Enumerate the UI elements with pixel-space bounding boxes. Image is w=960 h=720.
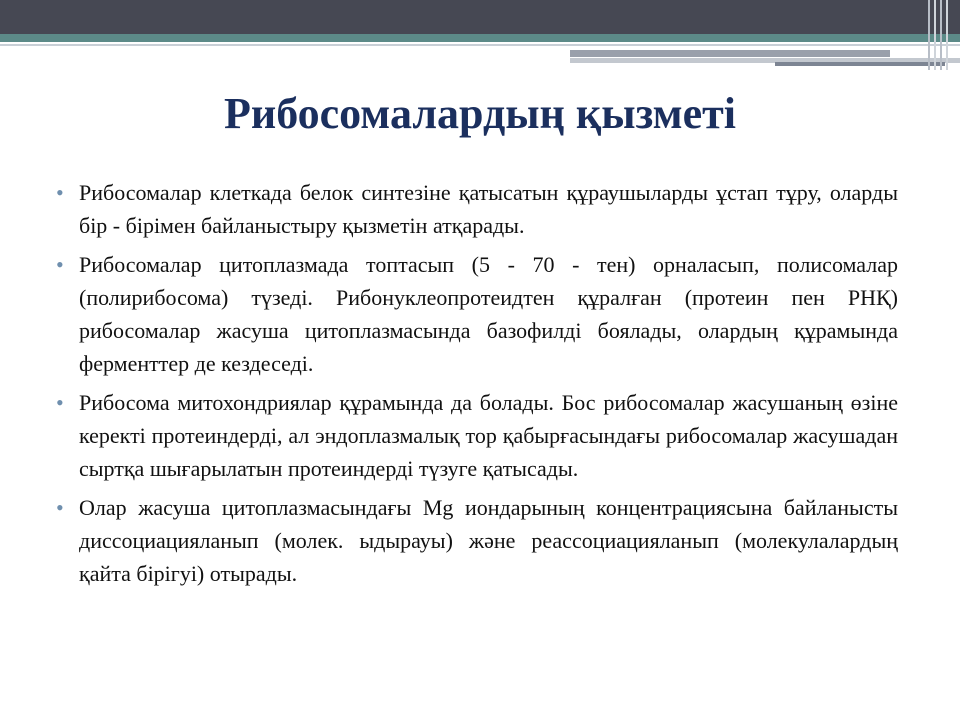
bullet-icon: •	[56, 390, 64, 415]
slide-title: Рибосомалардың қызметі	[223, 89, 737, 138]
bullet-list	[56, 176, 898, 596]
bullet-text: Рибосома митохондриялар құрамында да болады. Бос рибосомалар жасушаның өзіне керекті протеиндерді, ал эндоплазмалық тор қабырғасындағы рибосомалар жасушадан сыртқа шығарылатын протеиндерді түзуге қатысады.	[79, 390, 898, 481]
decor-gray-bar	[570, 50, 890, 57]
bullet-text: Олар жасуша цитоплазмасындағы Mg иондарының концентрациясына байланысты диссоциацияланып (молек. ыдырауы) және реассоциацияланып (молекулалардың қайта бірігуі) отырады.	[79, 495, 898, 586]
bullet-item	[56, 176, 898, 242]
decor-line	[928, 0, 930, 70]
decor-line	[946, 0, 948, 70]
bullet-text: Рибосомалар цитоплазмада топтасып (5 - 70 - тен) орналасып, полисомалар (полирибосома) түзеді. Рибонуклеопротеидтен құралған (протеин пен РНҚ) рибосомалар жасуша цитоплазмасында базофилді боялады, олардың құрамында ферменттер де кездеседі.	[79, 252, 898, 376]
bullet-icon: •	[56, 180, 64, 205]
bullet-icon: •	[56, 495, 64, 520]
bullet-item	[56, 248, 898, 380]
decor-vertical-lines	[928, 0, 954, 70]
header-teal-stripe	[0, 34, 960, 42]
header-dark-bar	[0, 0, 960, 34]
decor-gray-bar-dark	[775, 62, 945, 66]
header-thin-line	[0, 44, 960, 46]
bullet-item	[56, 386, 898, 485]
bullet-icon: •	[56, 252, 64, 277]
decor-line	[940, 0, 942, 70]
bullet-item	[56, 491, 898, 590]
bullet-text: Рибосомалар клеткада белок синтезіне қатысатын құраушыларды ұстап тұру, оларды бір - бірімен байланыстыру қызметін атқарады.	[79, 180, 898, 238]
decor-line	[934, 0, 936, 70]
